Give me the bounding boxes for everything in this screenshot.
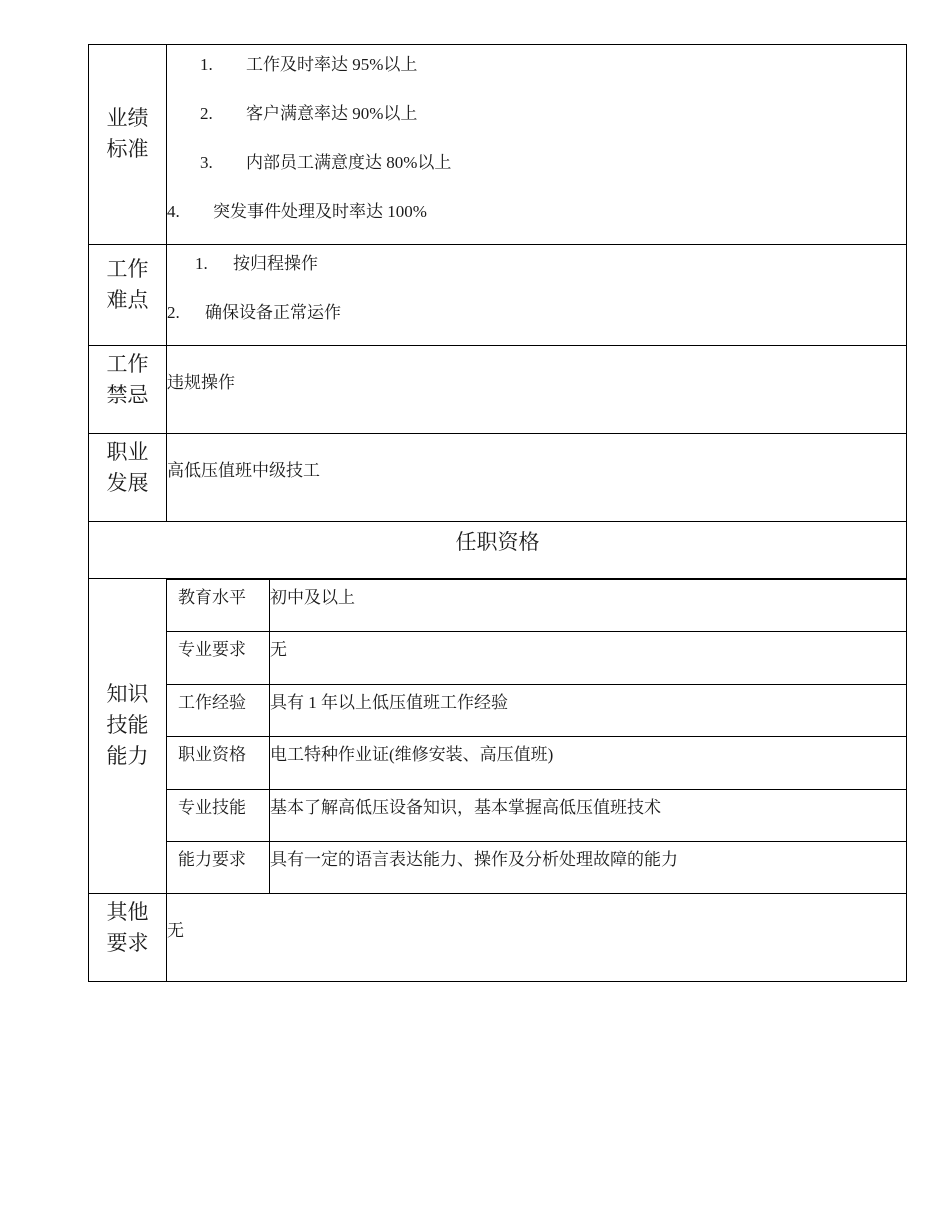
table-row: 职业资格 电工特种作业证(维修安装、高压值班) [167, 736, 906, 789]
other-label: 其他 要求 [89, 894, 167, 981]
taboos-label: 工作 禁忌 [89, 346, 167, 433]
knowledge-label: 知识 技能 能力 [89, 579, 167, 893]
table-row: 能力要求 具有一定的语言表达能力、操作及分析处理故障的能力 [167, 841, 906, 894]
table-row: 工作经验 具有 1 年以上低压值班工作经验 [167, 684, 906, 736]
work-taboos-row [88, 345, 907, 433]
table-row: 专业技能 基本了解高低压设备知识，基本掌握高低压值班技术 [167, 789, 906, 841]
other-requirements-row [88, 893, 907, 982]
difficulties-content [167, 245, 906, 345]
list-item: 1. 按归程操作 [195, 254, 318, 273]
list-item: 4. 突发事件处理及时率达 100% [167, 202, 427, 221]
list-item: 3. 内部员工满意度达 80%以上 [200, 153, 452, 172]
other-content [167, 894, 906, 981]
career-text: 高低压值班中级技工 [167, 461, 320, 480]
performance-standards-row [88, 44, 907, 244]
career-label: 职业 发展 [89, 434, 167, 521]
taboos-text: 违规操作 [167, 373, 235, 392]
other-text: 无 [167, 921, 184, 940]
work-difficulties-row [88, 244, 907, 345]
knowledge-skills-row [88, 578, 907, 893]
table-row: 专业要求 无 [167, 631, 906, 684]
performance-label: 业绩 标准 [89, 45, 167, 244]
performance-content [167, 45, 906, 244]
taboos-content [167, 346, 906, 433]
career-content [167, 434, 906, 521]
table-row: 教育水平 初中及以上 [167, 579, 906, 631]
career-development-row [88, 433, 907, 521]
list-item: 1. 工作及时率达 95%以上 [200, 55, 418, 74]
list-item: 2. 客户满意率达 90%以上 [200, 104, 418, 123]
qualifications-section-title: 任职资格 [88, 521, 907, 578]
list-item: 2. 确保设备正常运作 [167, 303, 341, 322]
job-description-table [88, 44, 907, 982]
difficulties-label: 工作 难点 [89, 245, 167, 345]
